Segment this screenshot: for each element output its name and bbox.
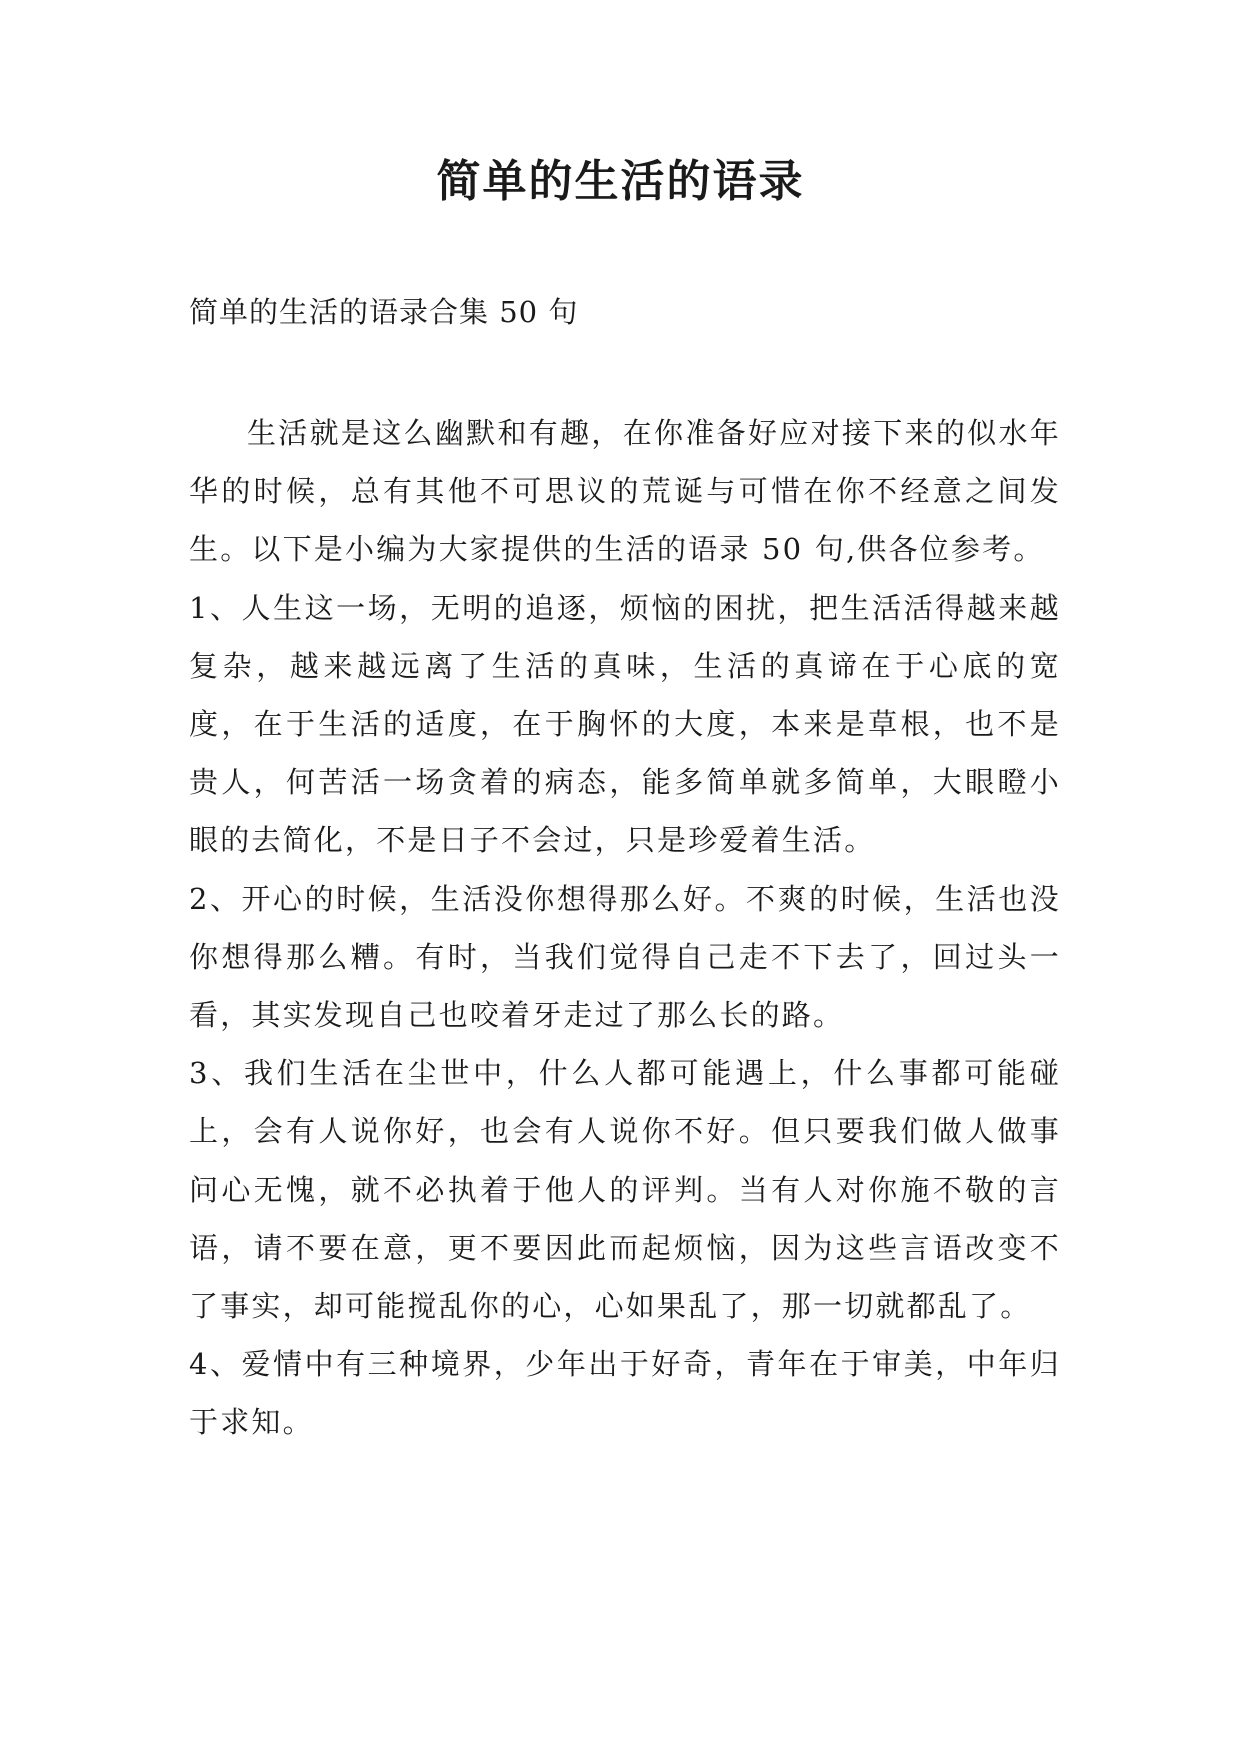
document-body <box>189 404 1061 1452</box>
quote-item-1: 1、人生这一场，无明的追逐，烦恼的困扰，把生活活得越来越复杂，越来越远离了生活的真味，生活的真谛在于心底的宽度，在于生活的适度，在于胸怀的大度，本来是草根，也不是贵人，何苦活一场贪着的病态，能多简单就多简单，大眼瞪小眼的去简化，不是日子不会过，只是珍爱着生活。 <box>189 590 1061 858</box>
page-title: 简单的生活的语录 <box>436 156 805 207</box>
quote-item-2: 2、开心的时候，生活没你想得那么好。不爽的时候，生活也没你想得那么糟。有时，当我们觉得自己走不下去了，回过头一看，其实发现自己也咬着牙走过了那么长的路。 <box>189 881 1061 1033</box>
quote-item-4: 4、爱情中有三种境界，少年出于好奇，青年在于审美，中年归于求知。 <box>189 1347 1061 1440</box>
document-subtitle: 简单的生活的语录合集 50 句 <box>189 295 579 329</box>
quote-item-3: 3、我们生活在尘世中，什么人都可能遇上，什么事都可能碰上，会有人说你好，也会有人说你不好。但只要我们做人做事问心无愧，就不必执着于他人的评判。当有人对你施不敬的言语，请不要在意，更不要因此而起烦恼，因为这些言语改变不了事实，却可能搅乱你的心，心如果乱了，那一切就都乱了。 <box>189 1056 1061 1324</box>
intro-paragraph: 生活就是这么幽默和有趣，在你准备好应对接下来的似水年华的时候，总有其他不可思议的荒诞与可惜在你不经意之间发生。以下是小编为大家提供的生活的语录 50 句,供各位参考。 <box>189 416 1061 567</box>
